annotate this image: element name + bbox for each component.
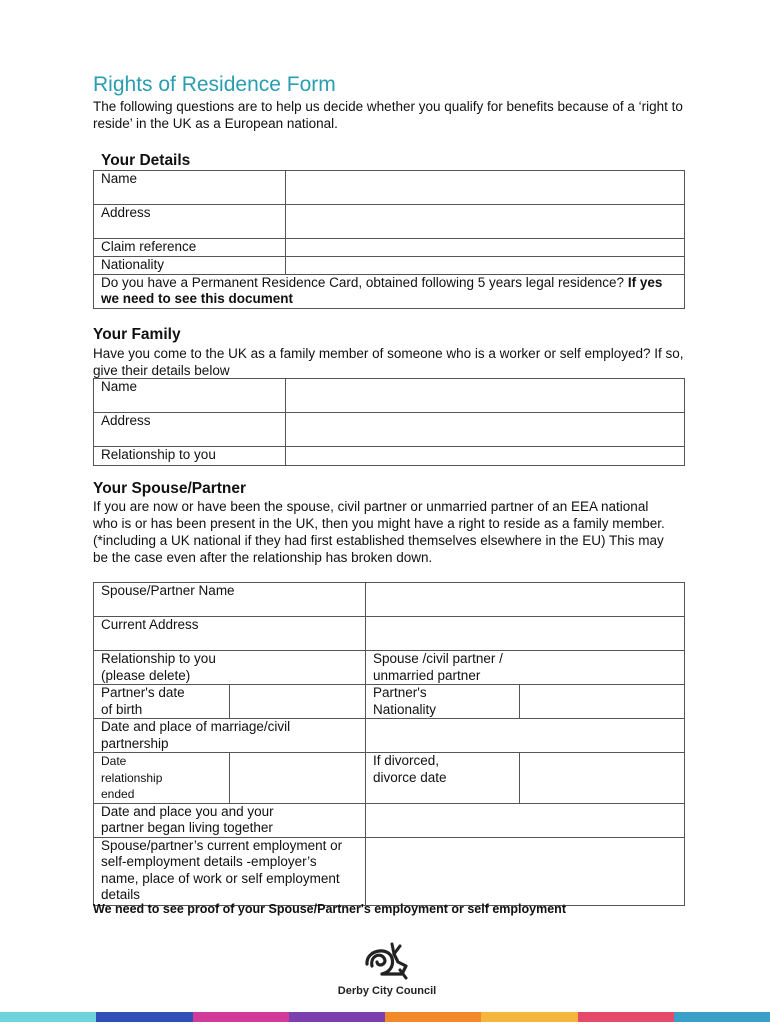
spouse-heading: Your Spouse/Partner — [93, 480, 247, 497]
stripe-segment — [289, 1012, 385, 1022]
spouse-living-field[interactable] — [366, 803, 685, 837]
spouse-footnote: We need to see proof of your Spouse/Partner's employment or self employment — [93, 902, 566, 916]
stripe-segment — [385, 1012, 481, 1022]
family-heading: Your Family — [93, 326, 181, 343]
family-intro: Have you come to the UK as a family member of someone who is a worker or self employed? If so, give their details below — [93, 346, 684, 378]
spouse-employment-field[interactable] — [366, 837, 685, 905]
spouse-dob-label: Partner's date of birth — [94, 685, 230, 719]
family-relationship-field[interactable] — [286, 447, 685, 466]
council-name: Derby City Council — [337, 985, 437, 997]
spouse-name-field[interactable] — [366, 583, 685, 617]
spouse-intro: If you are now or have been the spouse, civil partner or unmarried partner of an EEA national who is or has been present in the UK, then you might have a right to reside as a family member. (*including a UK national if they had first established themselves elsewhere in the EU) This may be the case even after the relationship has broken down. — [93, 499, 665, 565]
spouse-marriage-label: Date and place of marriage/civil partnership — [94, 719, 366, 753]
spouse-employment-label: Spouse/partner’s current employment or self-employment details -employer’s name, place of work or self employment details — [94, 837, 366, 905]
details-claim-label: Claim reference — [94, 239, 286, 257]
spouse-ended-label: Date relationship ended — [94, 753, 230, 804]
spouse-relationship-label: Relationship to you (please delete) — [94, 651, 366, 685]
stripe-segment — [193, 1012, 289, 1022]
family-table — [93, 378, 685, 466]
colour-stripe — [0, 1012, 770, 1022]
spouse-nationality-field[interactable] — [520, 685, 685, 719]
family-relationship-label: Relationship to you — [94, 447, 286, 466]
spouse-address-field[interactable] — [366, 617, 685, 651]
details-name-field[interactable] — [286, 171, 685, 205]
family-name-field[interactable] — [286, 379, 685, 413]
details-prc-question[interactable] — [94, 274, 685, 308]
details-nationality-field[interactable] — [286, 257, 685, 275]
stripe-segment — [481, 1012, 577, 1022]
stripe-segment — [674, 1012, 770, 1022]
family-address-field[interactable] — [286, 413, 685, 447]
spouse-divorce-label: If divorced, divorce date — [366, 753, 520, 804]
spouse-dob-field[interactable] — [230, 685, 366, 719]
spouse-ended-field[interactable] — [230, 753, 366, 804]
details-address-label: Address — [94, 205, 286, 239]
details-nationality-label: Nationality — [94, 257, 286, 275]
spouse-table — [93, 582, 685, 906]
council-logo — [332, 940, 442, 997]
form-title: Rights of Residence Form — [93, 73, 336, 96]
spouse-relationship-options[interactable]: Spouse /civil partner / unmarried partner — [366, 651, 685, 685]
details-heading: Your Details — [101, 152, 191, 169]
details-claim-field[interactable] — [286, 239, 685, 257]
details-name-label: Name — [94, 171, 286, 205]
spouse-living-label: Date and place you and your partner began living together — [94, 803, 366, 837]
stripe-segment — [0, 1012, 96, 1022]
stripe-segment — [578, 1012, 674, 1022]
derby-ram-logo-icon — [364, 940, 410, 980]
spouse-divorce-field[interactable] — [520, 753, 685, 804]
family-name-label: Name — [94, 379, 286, 413]
details-table — [93, 170, 685, 309]
form-intro: The following questions are to help us decide whether you qualify for benefits because of a ‘right to reside’ in the UK as a European national. — [93, 99, 683, 131]
prc-question-text: Do you have a Permanent Residence Card, obtained following 5 years legal residence? — [101, 274, 625, 290]
spouse-marriage-field[interactable] — [366, 719, 685, 753]
stripe-segment — [96, 1012, 192, 1022]
family-address-label: Address — [94, 413, 286, 447]
spouse-name-label: Spouse/Partner Name — [94, 583, 366, 617]
prc-note: If yes we need to see this document — [101, 274, 663, 306]
spouse-nationality-label: Partner's Nationality — [366, 685, 520, 719]
details-address-field[interactable] — [286, 205, 685, 239]
spouse-address-label: Current Address — [94, 617, 366, 651]
